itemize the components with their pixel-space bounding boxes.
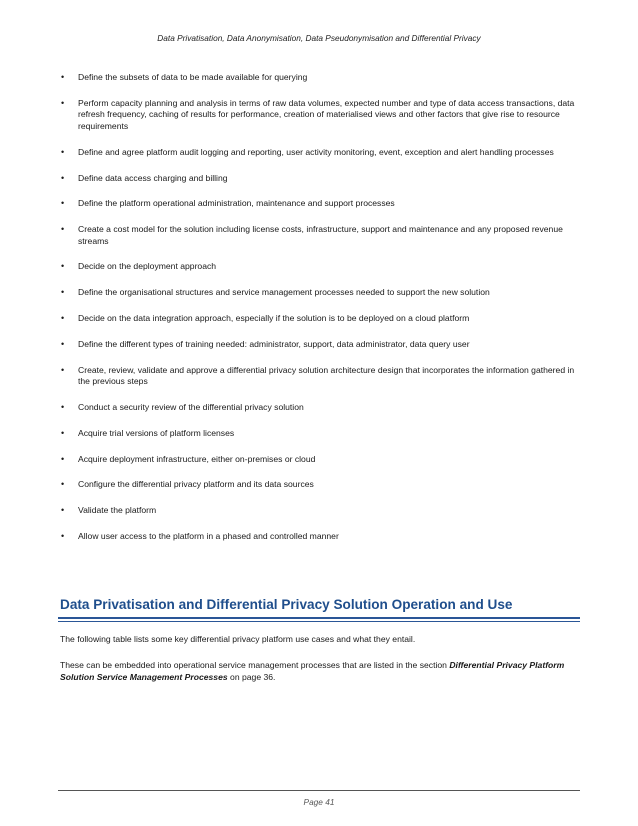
list-item-text: Define the organisational structures and service management processes needed to support the new solution bbox=[78, 287, 490, 298]
list-item bbox=[60, 198, 580, 210]
list-item bbox=[60, 173, 580, 185]
list-item-text: Perform capacity planning and analysis in terms of raw data volumes, expected number and type of data access transactions, data refresh frequency, caching of results for performance, creation of materialised views and other factors that give rise to resource requirements bbox=[78, 97, 575, 131]
bullet-glyph: • bbox=[61, 97, 65, 108]
bullet-glyph: • bbox=[61, 198, 65, 209]
bullet-glyph: • bbox=[61, 261, 65, 272]
bullet-glyph: • bbox=[61, 427, 65, 438]
bullet-glyph: • bbox=[61, 530, 65, 541]
list-item-text: Acquire deployment infrastructure, either on-premises or cloud bbox=[78, 453, 316, 464]
intro-paragraph: The following table lists some key differential privacy platform use cases and what they entail. bbox=[60, 634, 416, 644]
list-item-text: Configure the differential privacy platform and its data sources bbox=[78, 479, 314, 490]
list-item bbox=[60, 98, 580, 133]
bullet-glyph: • bbox=[61, 364, 65, 375]
page-number: Page 41 bbox=[303, 797, 335, 807]
footer-rule bbox=[58, 790, 580, 791]
heading-rule bbox=[58, 617, 580, 619]
list-item bbox=[60, 287, 580, 299]
list-item-text: Conduct a security review of the differential privacy solution bbox=[78, 401, 304, 412]
list-item bbox=[60, 365, 580, 388]
list-item bbox=[60, 479, 580, 491]
bullet-glyph: • bbox=[61, 401, 65, 412]
list-item bbox=[60, 224, 580, 247]
list-item bbox=[60, 454, 580, 466]
list-item-text: Validate the platform bbox=[78, 505, 157, 516]
running-header: Data Privatisation, Data Anonymisation, Data Pseudonymisation and Differential Privacy bbox=[157, 33, 481, 43]
list-item-text: Define the different types of training needed: administrator, support, data administrator, data query user bbox=[78, 338, 470, 349]
heading-rule-thin bbox=[58, 621, 580, 622]
paragraph-prefix: These can be embedded into operational service management processes that are listed in the section bbox=[60, 660, 450, 670]
bullet-glyph: • bbox=[61, 287, 65, 298]
list-item-text: Acquire trial versions of platform licenses bbox=[78, 427, 235, 438]
list-item-text: Define the subsets of data to be made available for querying bbox=[78, 72, 308, 82]
list-item-text: Allow user access to the platform in a phased and controlled manner bbox=[78, 530, 339, 541]
bullet-glyph: • bbox=[61, 479, 65, 490]
section-reference-link: Differential Privacy Platform Solution Service Management Processes bbox=[60, 660, 565, 682]
list-item bbox=[60, 147, 580, 159]
bullet-glyph: • bbox=[61, 453, 65, 464]
bullet-glyph: • bbox=[61, 172, 65, 183]
list-item-text: Define data access charging and billing bbox=[78, 172, 228, 183]
list-item-text: Define and agree platform audit logging and reporting, user activity monitoring, event, exception and alert handling processes bbox=[78, 146, 554, 157]
list-item-text: Decide on the data integration approach, especially if the solution is to be deployed on a cloud platform bbox=[78, 313, 470, 324]
bullet-glyph: • bbox=[61, 146, 65, 157]
bullet-glyph: • bbox=[61, 338, 65, 349]
paragraph-suffix: on page 36. bbox=[227, 671, 276, 682]
bullet-glyph: • bbox=[61, 505, 65, 516]
list-item bbox=[60, 428, 580, 440]
list-item-text: Define the platform operational administration, maintenance and support processes bbox=[78, 198, 395, 209]
bullet-list bbox=[60, 72, 580, 557]
reference-paragraph bbox=[60, 660, 572, 683]
bullet-glyph: • bbox=[61, 72, 65, 82]
list-item bbox=[60, 402, 580, 414]
list-item-text: Create a cost model for the solution including license costs, infrastructure, support and maintenance and any proposed revenue streams bbox=[78, 224, 563, 246]
list-item bbox=[60, 72, 580, 84]
bullet-glyph: • bbox=[61, 313, 65, 324]
list-item-text: Decide on the deployment approach bbox=[78, 261, 217, 272]
list-item bbox=[60, 339, 580, 351]
list-item bbox=[60, 261, 580, 273]
list-item-text: Create, review, validate and approve a differential privacy solution architecture design that incorporates the information gathered in the previous steps bbox=[78, 364, 575, 387]
list-item bbox=[60, 505, 580, 517]
bullet-glyph: • bbox=[61, 224, 65, 235]
section-heading: Data Privatisation and Differential Privacy Solution Operation and Use bbox=[60, 597, 513, 612]
list-item bbox=[60, 313, 580, 325]
list-item bbox=[60, 531, 580, 543]
